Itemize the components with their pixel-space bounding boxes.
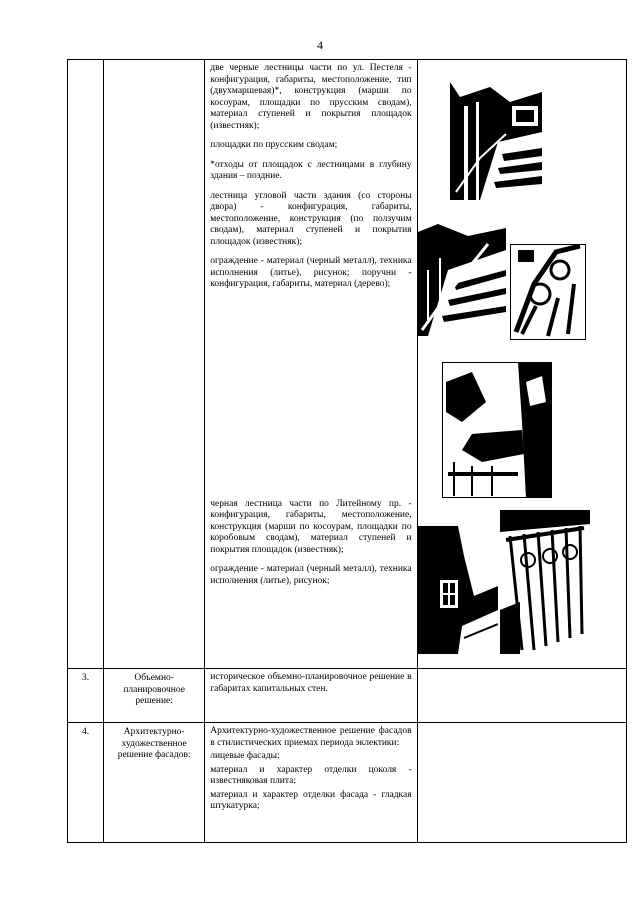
paragraph: площадки по прусским сводам; bbox=[210, 140, 338, 150]
paragraph: лицевые фасады: bbox=[210, 751, 280, 761]
paragraph: *отходы от площадок с лестницами в глубину здания – поздние. bbox=[210, 159, 412, 181]
empty-cell bbox=[417, 669, 626, 723]
table-row bbox=[68, 669, 627, 723]
empty-cell bbox=[417, 723, 626, 843]
paragraph: ограждение - материал (черный металл), техника исполнения (литье), рисунок; поручни - конфигурация, габариты, материал (дерево); bbox=[210, 256, 412, 289]
row-name: Архитектурно-художественное решение фасадов: bbox=[104, 723, 205, 843]
row-number bbox=[68, 60, 104, 669]
row-name: Объемно-планировочное решение: bbox=[104, 669, 205, 723]
paragraph: лестница угловой части здания (со стороны двора) - конфигурация, габариты, местоположение, конструкция (по ползучим сводам), материал ступеней и покрытия площадок (известняк); bbox=[210, 190, 412, 247]
photo-column bbox=[417, 60, 626, 669]
spacer bbox=[210, 299, 411, 499]
railing-detail-photo bbox=[510, 244, 586, 340]
page-number: 4 bbox=[317, 38, 323, 52]
row-name bbox=[104, 60, 205, 669]
paragraph: ограждение - материал (черный металл), техника исполнения (литье), рисунок; bbox=[210, 564, 412, 586]
heritage-table bbox=[67, 59, 627, 843]
row-description bbox=[205, 60, 417, 669]
doorway-photo bbox=[418, 526, 498, 654]
staircase-photo-3 bbox=[442, 362, 552, 498]
staircase-photo-2 bbox=[418, 210, 506, 336]
paragraph: черная лестница части по Литейному пр. - конфигурация, габариты, местоположение, конструкция (марши по косоурам, площадки по коробовым сводам), материал ступеней и покрытия площадок (известняк); bbox=[210, 498, 412, 555]
paragraph: историческое объемно-планировочное решение в габаритах капитальных стен. bbox=[210, 672, 412, 694]
paragraph: Архитектурно-художественное решение фасадов в стилистических приемах периода эклектики: bbox=[210, 726, 412, 748]
paragraph: материал и характер отделки цоколя - известняковая плита; bbox=[210, 764, 412, 786]
railing-photo bbox=[500, 510, 590, 654]
row-number: 3. bbox=[68, 669, 104, 723]
row-description bbox=[205, 723, 417, 843]
paragraph: материал и характер отделки фасада - гладкая штукатурка; bbox=[210, 789, 412, 811]
row-description bbox=[205, 669, 417, 723]
paragraph: две черные лестницы части по ул. Пестеля - конфигурация, габариты, местоположение, тип (двухмаршевая)*, конструкция (марши по косоурам, площадки по прусским сводам), материал ступеней и покрытия площадок (известняк); bbox=[210, 63, 412, 131]
staircase-photo-1 bbox=[450, 62, 542, 200]
table-row bbox=[68, 60, 627, 669]
table-row bbox=[68, 723, 627, 843]
row-number: 4. bbox=[68, 723, 104, 843]
